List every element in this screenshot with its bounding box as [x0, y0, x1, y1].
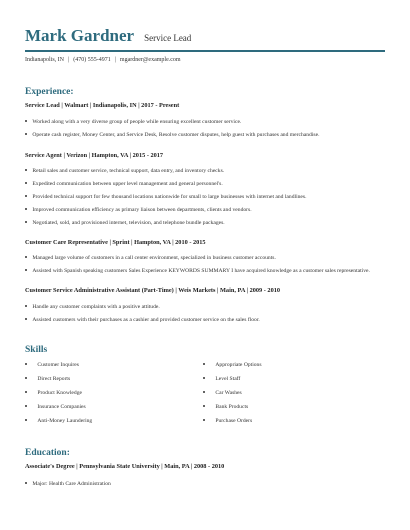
bullet-dot: [25, 221, 27, 223]
skill-item: [25, 362, 79, 368]
bullet-text: Handle any customer complaints with a positive attitude.: [32, 304, 160, 310]
bullet-dot: [25, 256, 27, 258]
skill-item: [203, 390, 242, 396]
bullet-text: Assisted with Spanish speaking customers Sales Experience KEYWORDS SUMMARY I have acquired knowledge as a customer sales representative.: [32, 268, 370, 274]
skill-item: [203, 404, 248, 410]
job-bullet: [25, 132, 319, 138]
bullet-text: Negotiated, sold, and provisioned internet, television, and telephone bundle packages.: [32, 220, 225, 226]
bullet-text: Assisted customers with their purchases as a cashier and provided customer service on the sales floor.: [32, 317, 260, 323]
job-bullet: [25, 207, 252, 213]
bullet-dot: [25, 318, 27, 320]
bullet-dot: [25, 363, 27, 365]
skill-item: [203, 376, 240, 382]
job-bullet: [25, 168, 224, 174]
skill-text: Level Staff: [215, 376, 241, 382]
bullet-text: Operate cash register, Money Center, and Service Desk, Resolve customer disputes, help guest with purchases and merchandise.: [32, 132, 320, 138]
skill-text: Purchase Orders: [215, 418, 253, 424]
job-bullet: [25, 255, 276, 261]
bullet-dot: [25, 208, 27, 210]
bullet-dot: [25, 133, 27, 135]
resume-header: [25, 26, 385, 46]
skill-text: Car Washes: [215, 390, 242, 396]
skill-text: Appropriate Options: [215, 362, 262, 368]
contact-city: Indianapolis, IN: [25, 57, 64, 63]
skill-item: [25, 390, 82, 396]
bullet-dot: [25, 195, 27, 197]
job-bullet: [25, 220, 225, 226]
skill-item: [25, 376, 70, 382]
bullet-dot: [25, 419, 27, 421]
bullet-text: Retail sales and customer service, technical support, data entry, and inventory checks.: [32, 168, 225, 174]
job-header: Customer Care Representative | Sprint | Hampton, VA | 2010 - 2015: [25, 239, 206, 246]
skill-text: Product Knowledge: [37, 390, 82, 396]
contact-line: [25, 57, 181, 63]
bullet-dot: [25, 405, 27, 407]
header-divider: [25, 50, 385, 52]
candidate-name: Mark Gardner: [25, 26, 135, 45]
contact-email: mgardner@example.com: [119, 57, 181, 63]
education-degree: Associate's Degree | Pennsylvania State University | Main, PA | 2008 - 2010: [25, 463, 225, 470]
bullet-text: Managed large volume of customers in a call center environment, specialized in business customer accounts.: [32, 255, 276, 261]
bullet-dot: [203, 363, 205, 365]
job-header: Service Lead | Walmart | Indianapolis, IN | 2017 - Present: [25, 102, 180, 109]
job-bullet: [25, 268, 370, 274]
skill-item: [203, 362, 262, 368]
education-heading: Education:: [25, 448, 70, 458]
bullet-dot: [25, 482, 27, 484]
bullet-dot: [203, 391, 205, 393]
skill-text: Direct Reports: [37, 376, 71, 382]
skill-item: [25, 418, 92, 424]
job-bullet: [25, 194, 306, 200]
job-bullet: [25, 119, 241, 125]
bullet-dot: [25, 182, 27, 184]
skill-text: Insurance Companies: [37, 404, 86, 410]
contact-separator: |: [68, 57, 70, 63]
bullet-text: Provided technical support for few thousand locations nationwide for small to large businesses with internet and landlines.: [32, 194, 307, 200]
bullet-dot: [25, 120, 27, 122]
bullet-dot: [203, 419, 205, 421]
bullet-dot: [25, 169, 27, 171]
contact-phone: (470) 555-4971: [73, 57, 111, 63]
skill-item: [25, 404, 86, 410]
education-bullet: [25, 481, 111, 487]
bullet-text: Worked along with a very diverse group of people while ensuring excellent customer service.: [32, 119, 242, 125]
candidate-title: Service Lead: [144, 33, 192, 43]
bullet-text: Expedited communication between upper level management and general personnel's.: [32, 181, 223, 187]
skill-text: Anti-Money Laundering: [37, 418, 93, 424]
experience-heading: Experience:: [25, 87, 74, 97]
bullet-dot: [25, 391, 27, 393]
job-bullet: [25, 304, 160, 310]
job-header: Customer Service Administrative Assistant (Part-Time) | Weis Markets | Main, PA | 2009 - 2010: [25, 287, 281, 294]
job-header: Service Agent | Verizon | Hampton, VA | 2015 - 2017: [25, 152, 164, 159]
bullet-dot: [203, 405, 205, 407]
bullet-dot: [25, 269, 27, 271]
skills-heading: Skills: [25, 345, 48, 355]
job-bullet: [25, 181, 223, 187]
bullet-dot: [25, 305, 27, 307]
bullet-text: Improved communication efficiency as primary liaison between departments, clients and vendors.: [32, 207, 252, 213]
job-bullet: [25, 317, 260, 323]
bullet-dot: [203, 377, 205, 379]
contact-separator: |: [114, 57, 116, 63]
bullet-dot: [25, 377, 27, 379]
skill-text: Customer Inquires: [37, 362, 79, 368]
skill-item: [203, 418, 252, 424]
skill-text: Bank Products: [215, 404, 249, 410]
bullet-text: Major: Health Care Administration: [32, 481, 111, 487]
